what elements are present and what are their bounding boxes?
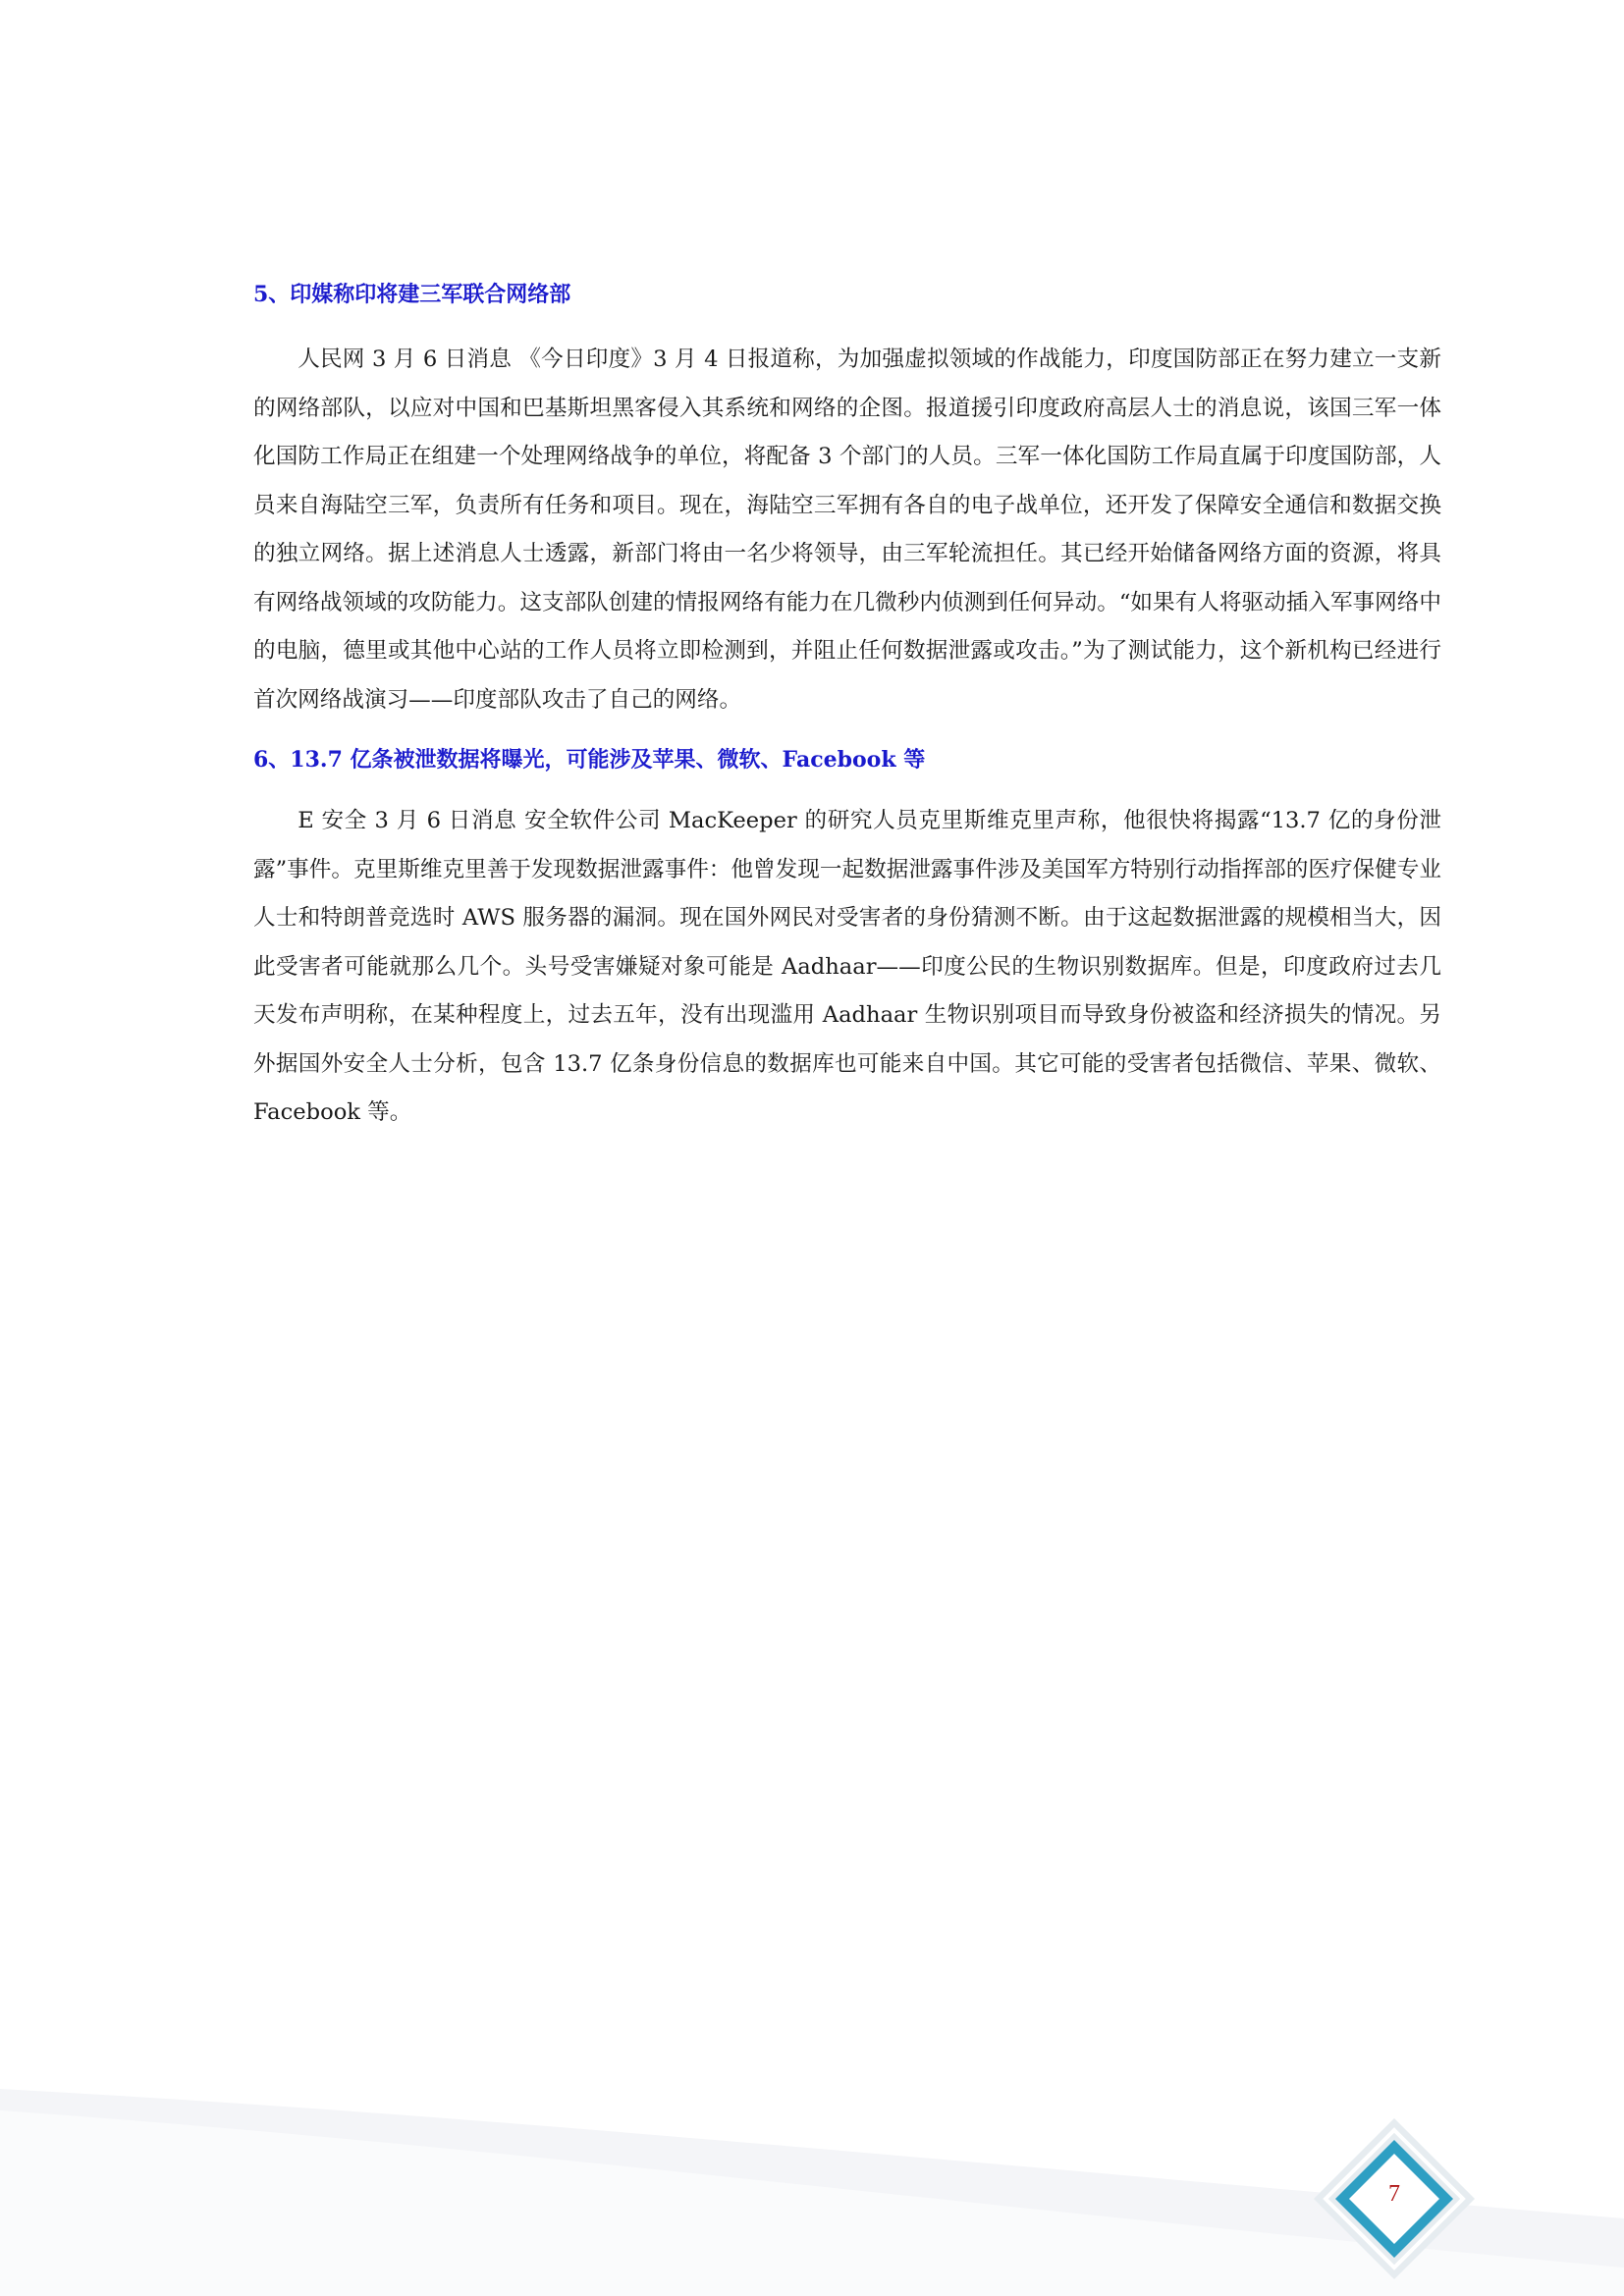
section-heading-6: 6、13.7 亿条被泄数据将曝光，可能涉及苹果、微软、Facebook 等 xyxy=(253,747,926,773)
section-paragraph-5: 人民网 3 月 6 日消息 《今日印度》3 月 4 日报道称，为加强虚拟领域的作战能力，印度国防部正在努力建立一支新的网络部队，以应对中国和巴基斯坦黑客侵入其系统和网络的企图。报道援引印度政府高层人士的消息说，该国三军一体化国防工作局正在组建一个处理网络战争的单位，将配备 3 个部门的人员。三军一体化国防工作局直属于印度国防部，人员来自海陆空三军，负责所有任务和项目。现在，海陆空三军拥有各自的电子战单位，还开发了保障安全通信和数据交换的独立网络。据上述消息人士透露，新部门将由一名少将领导，由三军轮流担任。其已经开始储备网络方面的资源，将具有网络战领域的攻防能力。这支部队创建的情报网络有能力在几微秒内侦测到任何异动。“如果有人将驱动插入军事网络中的电脑，德里或其他中心站的工作人员将立即检测到，并阻止任何数据泄露或攻击。”为了测试能力，这个新机构已经进行首次网络战演习——印度部队攻击了自己的网络。 xyxy=(253,347,1441,713)
section-heading-5: 5、印媒称印将建三军联合网络部 xyxy=(253,282,571,307)
section-paragraph-6: E 安全 3 月 6 日消息 安全软件公司 MacKeeper 的研究人员克里斯维克里声称，他很快将揭露“13.7 亿的身份泄露”事件。克里斯维克里善于发现数据泄露事件：他曾发现一起数据泄露事件涉及美国军方特别行动指挥部的医疗保健专业人士和特朗普竞选时 AWS 服务器的漏洞。现在国外网民对受害者的身份猜测不断。由于这起数据泄露的规模相当大，因此受害者可能就那么几个。头号受害嫌疑对象可能是 Aadhaar——印度公民的生物识别数据库。但是，印度政府过去几天发布声明称，在某种程度上，过去五年，没有出现滥用 Aadhaar 生物识别项目而导致身份被盗和经济损失的情况。另外据国外安全人士分析，包含 13.7 亿条身份信息的数据库也可能来自中国。其它可能的受害者包括微信、苹果、微软、Facebook 等。 xyxy=(253,808,1441,1125)
page-number: 7 xyxy=(1388,2181,1400,2207)
document-body xyxy=(253,263,1441,1138)
